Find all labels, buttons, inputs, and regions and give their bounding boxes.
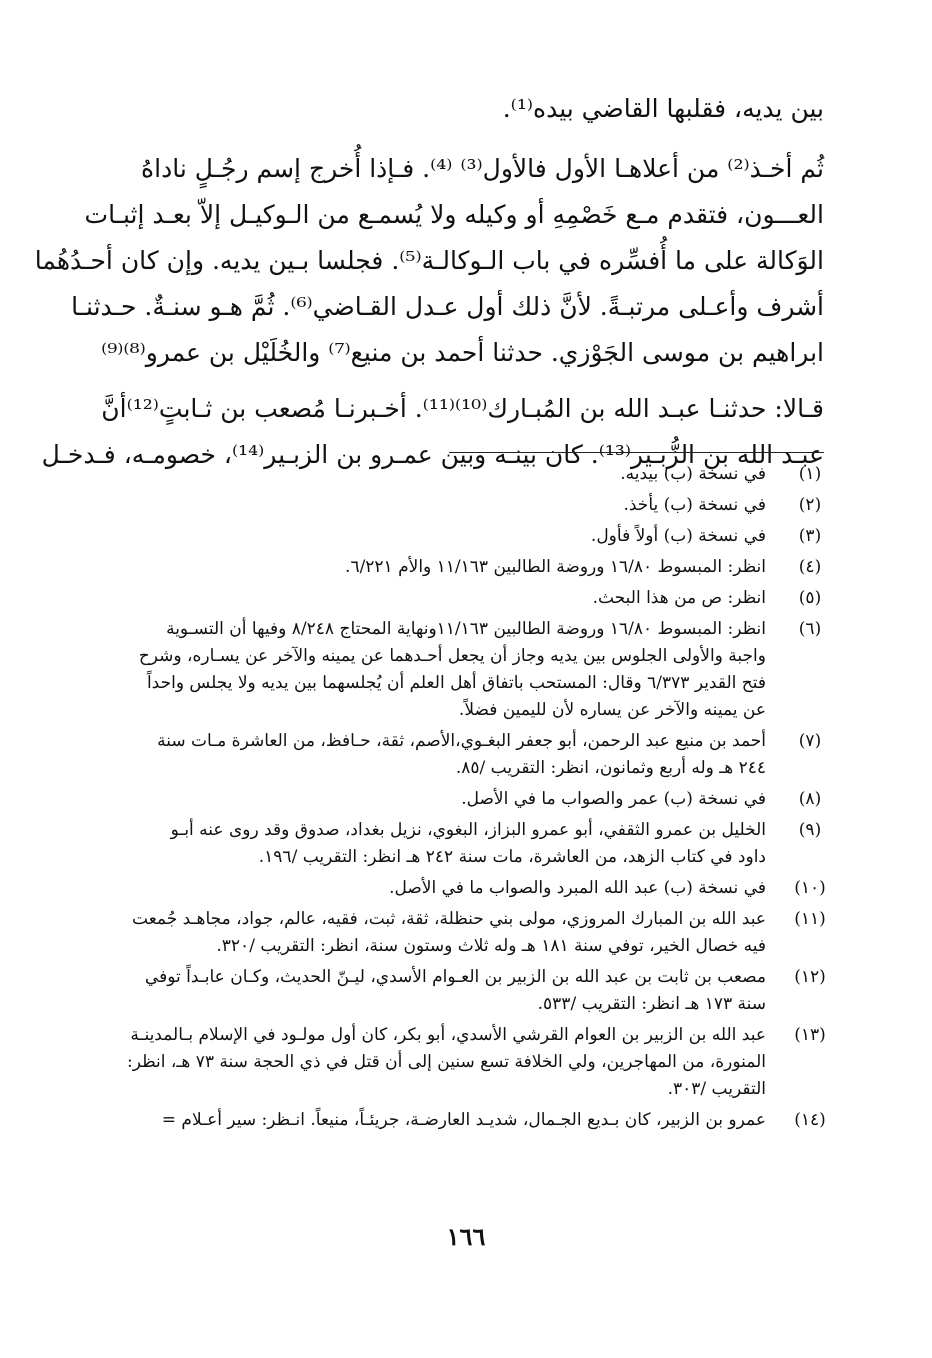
footnote-number: (١٤) [794,1110,826,1130]
main-text [34,86,824,478]
footnotes [128,461,828,1138]
footnote-line: في نسخة (ب) عمر والصواب ما في الأصل. [461,789,766,809]
footnote-line: ٢٤٤ هـ وله أربع وثمانون، انظر: التقريب /٨٥. [455,758,766,778]
footnote-line: المنورة، من المهاجرين، ولي الخلافة تسع سنين إلى أن قتل في ذي الحجة سنة ٧٣ هـ، انظر: [126,1052,766,1072]
footnote-text [128,585,766,612]
footnote [128,906,828,960]
footnote-line: مصعب بن ثابت بن عبد الله بن الزبير بن العـوام الأسدي، ليـنّ الحديث، وكـان عابـداً توفي [144,967,766,987]
footnote [128,554,828,581]
footnote-line: في نسخة (ب) بيديه. [620,464,766,484]
footnote [128,786,828,813]
footnote-text [128,523,766,550]
footnote-separator [449,452,824,453]
main-text-line: قـالا: حدثنـا عبـد الله بن المُبـارك⁽¹⁰⁾⁽¹¹⁾. أخـبرنـا مُصعب بن ثـابتٍ⁽¹²⁾أنَّ [101,394,824,423]
footnote-text [128,964,766,1018]
footnote-number: (٩) [798,820,822,840]
main-text-line: ثُم أخـذ⁽²⁾ من أعلاهـا الأول فالأول⁽³⁾ ⁽⁴⁾. فـإذا أُخرج إسم رجُـلٍ ناداهُ [141,154,824,183]
footnote-text [128,492,766,519]
footnote-line: التقريب /٣٠٣. [667,1079,766,1099]
footnote-text [128,461,766,488]
footnote [128,616,828,724]
footnote-text [128,554,766,581]
footnote [128,1107,828,1134]
footnote-line: انظر: المبسوط ١٦/٨٠ وروضة الطالبين ١١/١٦٣ونهاية المحتاج ٨/٢٤٨ وفيها أن التسـوية [166,619,766,639]
footnote-number: (١) [798,464,822,484]
main-text-line: الوَكالة على ما أُفسِّره في باب الـوكالـة⁽⁵⁾. فجلسا بـين يديه. وإن كان أحـدُهُما [34,246,824,275]
footnote-line: في نسخة (ب) عبد الله المبرد والصواب ما في الأصل. [389,878,766,898]
footnote [128,1022,828,1103]
footnote-text [128,817,766,871]
footnote [128,875,828,902]
footnote [128,492,828,519]
footnote [128,585,828,612]
footnote-number: (٧) [798,731,822,751]
footnote-number: (٨) [798,789,822,809]
footnote-text [128,1022,766,1103]
footnote-text [128,906,766,960]
footnote-line: سنة ١٧٣ هـ انظر: التقريب /٥٣٣. [537,994,766,1014]
footnote-number: (١٣) [794,1025,826,1045]
footnote-number: (٦) [798,619,822,639]
footnote-number: (١١) [794,909,826,929]
footnote-line: أحمد بن منيع عبد الرحمن، أبو جعفر البغـوي،الأصم، ثقة، حـافظ، من العاشرة مـات سنة [157,731,766,751]
footnote-line: انظر: ص من هذا البحث. [592,588,766,608]
footnote-number: (١٠) [794,878,826,898]
footnote-number: (٢) [798,495,822,515]
footnote [128,523,828,550]
footnote-line: داود في كتاب الزهد، من العاشرة، مات سنة ٢٤٢ هـ انظر: التقريب /١٩٦. [258,847,766,867]
footnote-line: عمرو بن الزبير، كان بـديع الجـمال، شديـد العارضـة، جريئـاً، منيعاً. انـظر: سير أعـلام = [161,1110,766,1130]
footnote-line: واجبة والأولى الجلوس بين يديه وجاز أن يجعل أحـدهما عن يمينه والآخر عن يسـاره، وشرح [138,646,766,666]
footnote-text [128,1107,766,1134]
footnote [128,461,828,488]
footnote-number: (١٢) [794,967,826,987]
footnote-text [128,728,766,782]
footnote-line: في نسخة (ب) أولاً فأول. [590,526,766,546]
footnote-text [128,786,766,813]
page-number: ١٦٦ [446,1222,486,1251]
footnote-number: (٣) [798,526,822,546]
footnote-line: عن يمينه والآخر عن يساره لأن لليمين فضلاً. [458,700,766,720]
footnote [128,728,828,782]
footnote-line: عبد الله بن المبارك المروزي، مولى بني حنظلة، ثقة، ثبت، فقيه، عالم، جواد، مجاهـد جُمعت [132,909,766,929]
footnote-line: الخليل بن عمرو الثقفي، أبو عمرو البزاز، البغوي، نزيل بغداد، صدوق وقد روى عنه أبـو [170,820,766,840]
footnote-line: فيه خصال الخير، توفي سنة ١٨١ هـ وله ثلاث وستون سنة، انظر: التقريب /٣٢٠. [216,936,766,956]
footnote-number: (٥) [798,588,822,608]
footnote [128,964,828,1018]
main-text-line: ابراهيم بن موسى الجَوْزي. حدثنا أحمد بن منيع⁽⁷⁾ والخُلَيْل بن عمرو⁽⁸⁾⁽⁹⁾ [101,338,824,367]
main-text-line: العـــون، فتقدم مـع خَصْمِهِ أو وكيله ولا يُسمـع من الـوكيـل إلاّ بعـد إثبـات [84,200,824,229]
footnote-text [128,875,766,902]
footnote-line: انظر: المبسوط ١٦/٨٠ وروضة الطالبين ١١/١٦٣ والأم ٦/٢٢١. [345,557,766,577]
main-text-line: عبـد الله بن الزُّبـير⁽¹³⁾. كان بينـه وبين عمـرو بن الزبـير⁽¹⁴⁾، خصومـه، فـدخـل [41,440,824,469]
footnote [128,817,828,871]
footnote-line: عبد الله بن الزبير بن العوام القرشي الأسدي، أبو بكر، كان أول مولـود في الإسلام بـالمدينـة [130,1025,766,1045]
footnote-number: (٤) [798,557,822,577]
main-text-line: بين يديه، فقلبها القاضي بيده⁽¹⁾. [502,94,824,123]
main-text-line: أشرف وأعـلى مرتبـةً. لأنَّ ذلك أول عـدل القـاضي⁽⁶⁾. ثُمَّ هـو سنـةٌ. حـدثنـا [71,292,824,321]
footnote-line: فتح القدير ٦/٣٧٣ وقال: المستحب باتفاق أهل العلم أن يُجلسهما بين يديه ولا يجلس واحداً [146,673,766,693]
footnote-line: في نسخة (ب) يأخذ. [623,495,766,515]
footnote-text [128,616,766,724]
